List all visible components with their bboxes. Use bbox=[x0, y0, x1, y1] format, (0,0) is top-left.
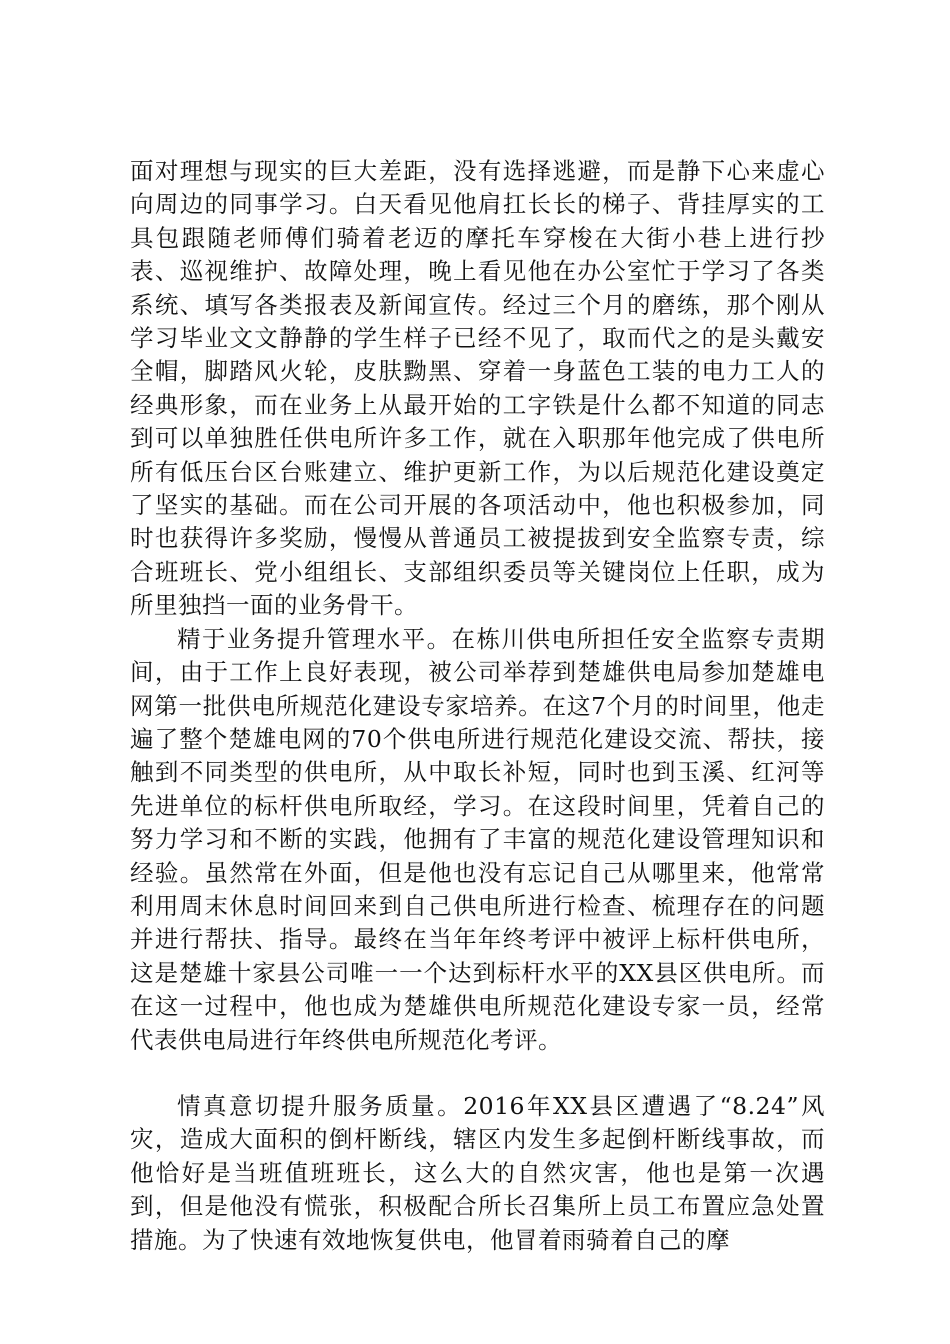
paragraph-1: 面对理想与现实的巨大差距，没有选择逃避，而是静下心来虚心向周边的同事学习。白天看见他肩扛长长的梯子、背挂厚实的工具包跟随老师傅们骑着老迈的摩托车穿梭在大街小巷上进行抄表、巡视维护、故障处理，晚上看见他在办公室忙于学习了各类系统、填写各类报表及新闻宣传。经过三个月的磨练，那个刚从学习毕业文文静静的学生样子已经不见了，取而代之的是头戴安全帽，脚踏风火轮，皮肤黝黑、穿着一身蓝色工装的电力工人的经典形象，而在业务上从最开始的工字铁是什么都不知道的同志到可以单独胜任供电所许多工作，就在入职那年他完成了供电所所有低压台区台账建立、维护更新工作，为以后规范化建设奠定了坚实的基础。而在公司开展的各项活动中，他也积极参加，同时也获得许多奖励，慢慢从普通员工被提拔到安全监察专责，综合班班长、党小组组长、支部组织委员等关键岗位上任职，成为所里独挡一面的业务骨干。 bbox=[130, 157, 825, 620]
paragraph-2: 精于业务提升管理水平。在栋川供电所担任安全监察专责期间，由于工作上良好表现，被公司举荐到楚雄供电局参加楚雄电网第一批供电所规范化建设专家培养。在这7个月的时间里，他走遍了整个楚雄电网的70个供电所进行规范化建设交流、帮扶，接触到不同类型的供电所，从中取长补短，同时也到玉溪、红河等先进单位的标杆供电所取经，学习。在这段时间里，凭着自己的努力学习和不断的实践，他拥有了丰富的规范化建设管理知识和经验。虽然常在外面，但是他也没有忘记自己从哪里来，他常常利用周末休息时间回来到自己供电所进行检查、梳理存在的问题并进行帮扶、指导。最终在当年年终考评中被评上标杆供电所，这是楚雄十家县公司唯一一个达到标杆水平的XX县区供电所。而在这一过程中，他也成为楚雄供电所规范化建设专家一员，经常代表供电局进行年终供电所规范化考评。 bbox=[130, 624, 825, 1054]
paragraph-gap bbox=[130, 1057, 825, 1090]
paragraph-3: 情真意切提升服务质量。2016年XX县区遭遇了“8.24”风灾，造成大面积的倒杆断线，辖区内发生多起倒杆断线事故，而他恰好是当班值班班长，这么大的自然灾害，他也是第一次遇到，但是他没有慌张，积极配合所长召集所上员工布置应急处置措施。为了快速有效地恢复供电，他冒着雨骑着自己的摩 bbox=[130, 1091, 825, 1254]
document-page bbox=[130, 155, 825, 1257]
